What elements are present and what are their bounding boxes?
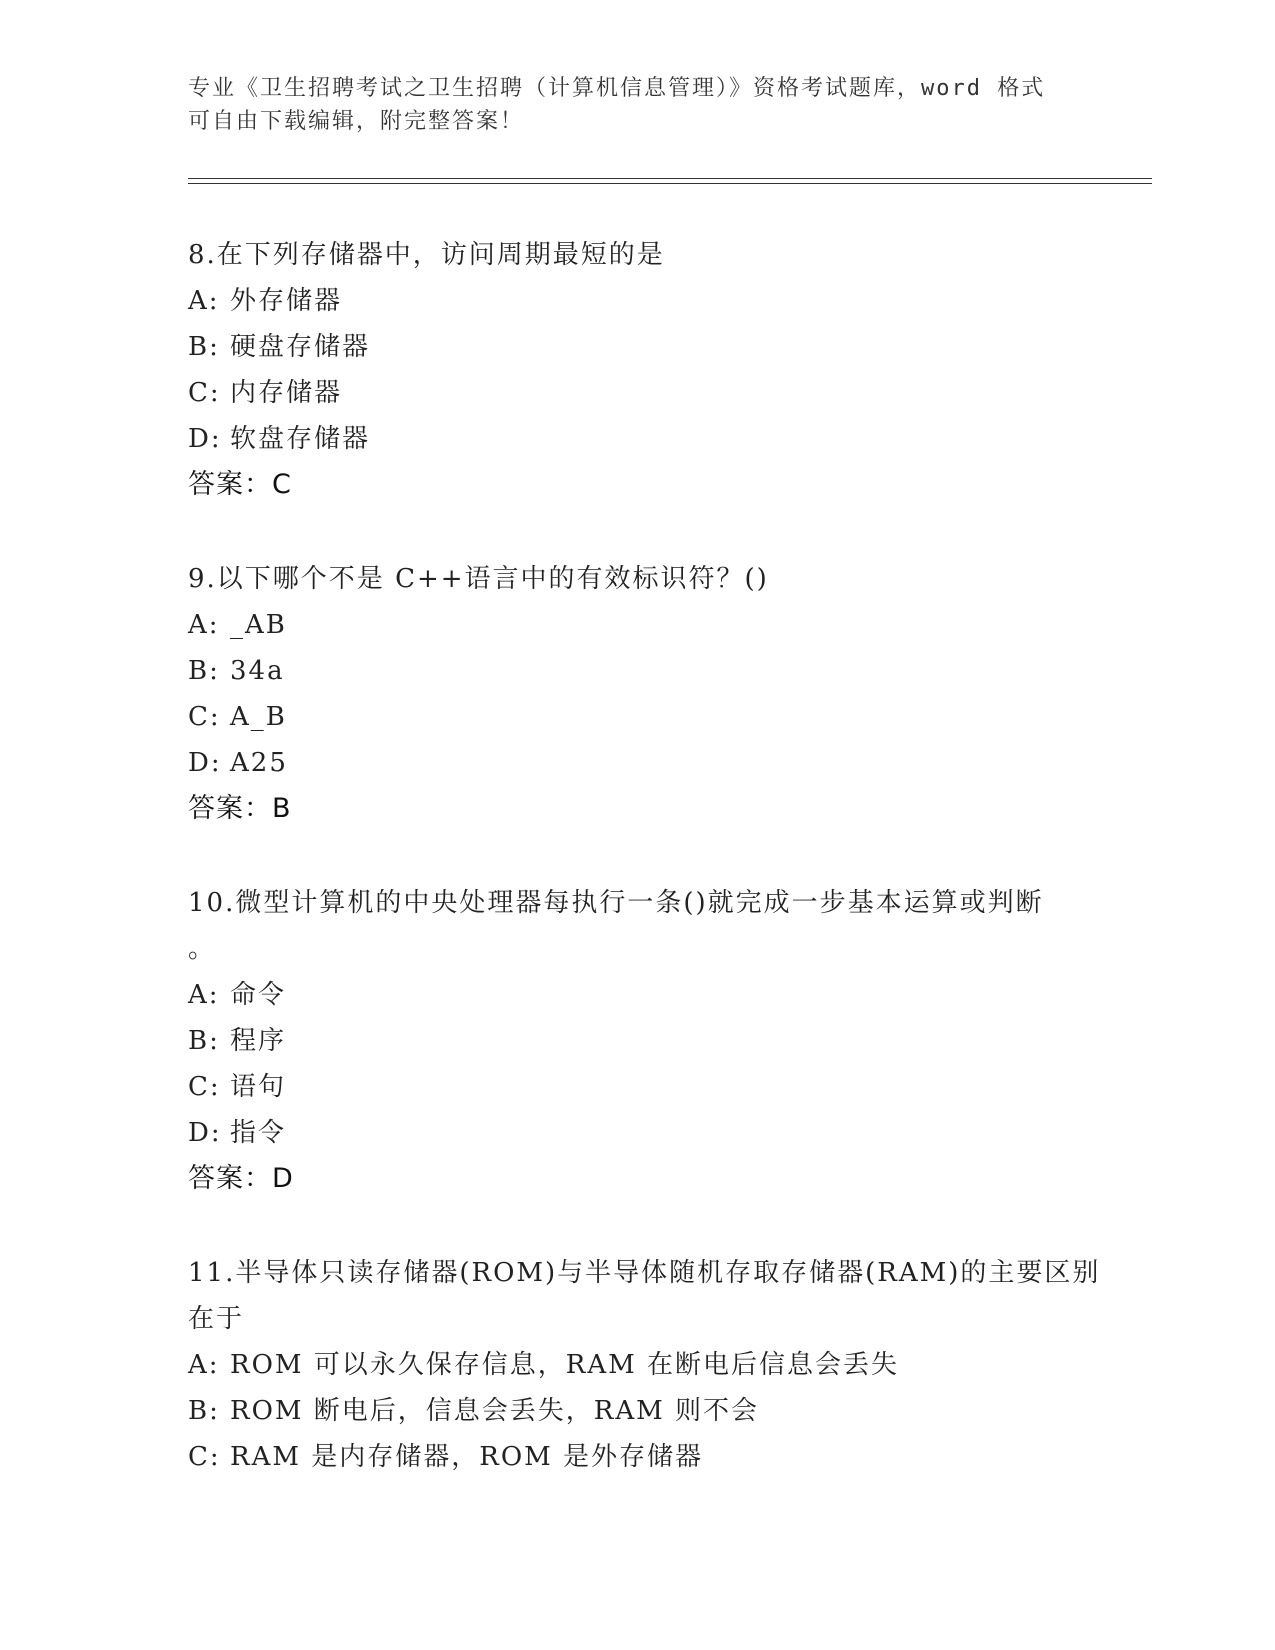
option-d (188, 416, 1088, 462)
option-key: B: (188, 1396, 220, 1426)
question-stem (188, 232, 1088, 278)
option-a (188, 1342, 1088, 1388)
option-c (188, 370, 1088, 416)
option-key: C: (188, 702, 221, 732)
stem-line: 10.微型计算机的中央处理器每执行一条()就完成一步基本运算或判断 (188, 888, 1044, 918)
question-8 (188, 232, 1088, 508)
option-text: 34a (230, 656, 285, 686)
question-list (188, 232, 1101, 1528)
option-text: 硬盘存储器 (230, 332, 371, 362)
option-text: 程序 (230, 1026, 287, 1056)
option-text: A_B (230, 702, 287, 732)
option-b (188, 324, 1088, 370)
option-key: B: (188, 1026, 220, 1056)
option-key: C: (188, 378, 221, 408)
stem-line: 11.半导体只读存储器(ROM)与半导体随机存取存储器(RAM)的主要区别 (188, 1258, 1101, 1288)
stem-line: 8.在下列存储器中，访问周期最短的是 (188, 240, 665, 270)
stem-line: 。 (188, 934, 217, 964)
option-key: A: (188, 980, 220, 1010)
option-b (188, 1388, 1088, 1434)
option-c (188, 694, 1088, 740)
answer: 答案：D (188, 1163, 294, 1194)
option-key: C: (188, 1442, 221, 1472)
option-text: ROM 断电后，信息会丢失，RAM 则不会 (230, 1396, 760, 1426)
question-11 (188, 1250, 1101, 1480)
question-10 (188, 880, 1088, 1202)
answer: 答案：C (188, 469, 292, 500)
option-text: 命令 (230, 980, 287, 1010)
header-divider-top (188, 178, 1152, 179)
header-divider-bottom (188, 183, 1152, 184)
option-key: C: (188, 1072, 221, 1102)
question-stem (188, 880, 1088, 972)
question-9 (188, 556, 1088, 832)
option-key: B: (188, 656, 220, 686)
option-text: RAM 是内存储器，ROM 是外存储器 (230, 1442, 704, 1472)
option-b (188, 648, 1088, 694)
header-line-2: 可自由下载编辑，附完整答案！ (188, 109, 525, 134)
question-stem (188, 556, 1088, 602)
option-text: 软盘存储器 (230, 424, 371, 454)
option-text: ROM 可以永久保存信息，RAM 在断电后信息会丢失 (230, 1350, 900, 1380)
document-header (188, 72, 1088, 138)
option-a (188, 972, 1088, 1018)
option-d (188, 740, 1088, 786)
option-a (188, 602, 1088, 648)
option-d (188, 1110, 1088, 1156)
header-line-1: 专业《卫生招聘考试之卫生招聘（计算机信息管理）》资格考试题库，word 格式 (188, 76, 1046, 101)
question-stem (188, 1250, 1101, 1342)
option-key: A: (188, 286, 220, 316)
stem-line: 9.以下哪个不是 C++语言中的有效标识符？() (188, 564, 769, 594)
option-a (188, 278, 1088, 324)
option-key: A: (188, 610, 220, 640)
answer: 答案：B (188, 793, 292, 824)
option-key: D: (188, 424, 222, 454)
option-text: 外存储器 (230, 286, 343, 316)
option-text: 指令 (230, 1118, 287, 1148)
option-text: 内存储器 (230, 378, 343, 408)
option-key: D: (188, 1118, 222, 1148)
option-c (188, 1064, 1088, 1110)
option-text: _AB (230, 610, 287, 640)
option-b (188, 1018, 1088, 1064)
stem-line: 在于 (188, 1304, 245, 1334)
option-text: 语句 (230, 1072, 287, 1102)
option-text: A25 (230, 748, 288, 778)
option-c (188, 1434, 1088, 1480)
option-key: A: (188, 1350, 220, 1380)
option-key: B: (188, 332, 220, 362)
option-key: D: (188, 748, 222, 778)
